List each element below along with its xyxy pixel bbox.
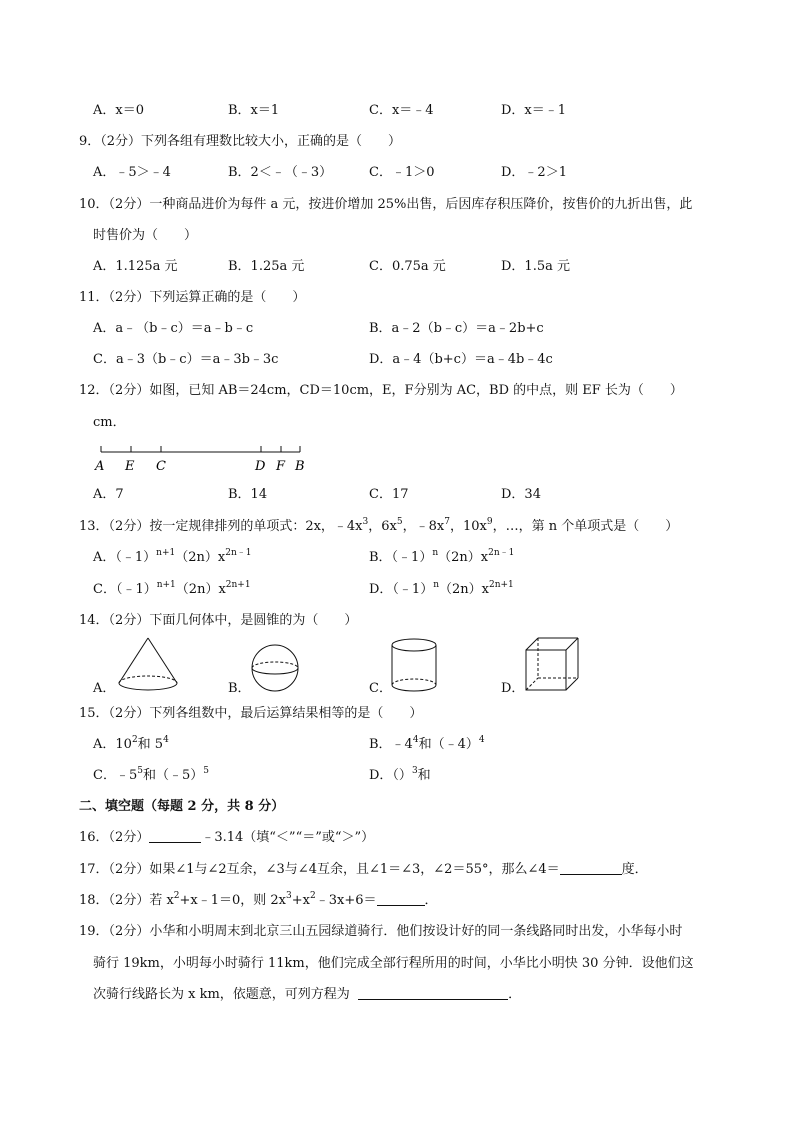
- q13-option-c: C．$(﹣1)^{n+1}(2n)x^{2n+1}$: [93, 580, 251, 597]
- label-f: F: [276, 459, 286, 474]
- q11-stem: 11．（2分）下列运算正确的是（ ）: [79, 290, 306, 305]
- q10-option-c: C．0.75a 元: [369, 259, 446, 274]
- q13-option-b: B．$(﹣1)^n(2n)x^{2n﹣1}$: [369, 548, 515, 565]
- q18-answer-blank[interactable]: [377, 893, 425, 906]
- segment-figure: [93, 440, 313, 474]
- label-c: C: [156, 459, 166, 474]
- label-e: E: [125, 459, 135, 474]
- q15-option-c: C．$﹣5^5$和（﹣5）$^5$: [93, 766, 209, 783]
- q9-option-d: D．﹣2＞1: [501, 165, 567, 180]
- q14-option-a: A．: [93, 681, 116, 696]
- q19-answer-blank[interactable]: [358, 987, 508, 1000]
- q11-option-d: D．a﹣4（b+c）＝a﹣4b﹣4c: [369, 352, 553, 367]
- q10-option-b: B．1.25a 元: [228, 259, 305, 274]
- q8-option-b: B．x＝1: [228, 103, 280, 118]
- q9-option-c: C．﹣1＞0: [369, 165, 435, 180]
- q8-option-c: C．x＝﹣4: [369, 103, 434, 118]
- q15-option-d: D．（）$^3$和: [369, 766, 431, 783]
- q18-stem: 18．（2分）若 $x^2+x﹣1=0$，则 $2x^3+x^2﹣3x+6=$ ．: [79, 891, 438, 908]
- cube-icon: [523, 636, 581, 694]
- label-d: D: [255, 459, 266, 474]
- q16-stem: 16．（2分） ﹣3.14（填“＜”“＝”或“＞”）: [79, 830, 375, 845]
- q19-stem-line2: 骑行 19km，小明每小时骑行 11km，他们完成全部行程所用的时间，小华比小明快 30 分钟．设他们这: [93, 956, 694, 971]
- q8-option-d: D．x＝﹣1: [501, 103, 567, 118]
- q8-option-a: A．x＝0: [93, 103, 144, 118]
- q13-option-a: A．$(﹣1)^{n+1}(2n)x^{2n﹣1}$: [93, 548, 252, 565]
- cylinder-icon: [389, 637, 439, 697]
- q12-option-c: C．17: [369, 487, 409, 502]
- q11-option-a: A．a﹣（b﹣c）＝a﹣b﹣c: [93, 321, 254, 336]
- q14-option-b: B．: [228, 681, 251, 696]
- q12-stem-line2: cm．: [93, 415, 126, 430]
- q13-stem: 13．（2分）按一定规律排列的单项式：2x，$﹣4x^3$，$6x^5$，$﹣8x^7$，$10x^9$，…，第 n 个单项式是（ ）: [79, 517, 679, 534]
- q15-option-b: B．$﹣4^4$和（﹣4）$^4$: [369, 735, 485, 752]
- q12-option-a: A．7: [93, 487, 124, 502]
- q14-stem: 14．（2分）下面几何体中，是圆锥的为（ ）: [79, 613, 358, 628]
- cone-icon: [115, 636, 181, 694]
- q11-option-c: C．a﹣3（b﹣c）＝a﹣3b﹣3c: [93, 352, 279, 367]
- q16-answer-blank[interactable]: [149, 830, 201, 843]
- q11-option-b: B．a﹣2（b﹣c）＝a﹣2b+c: [369, 321, 544, 336]
- q19-stem-line3: 次骑行线路长为 x km，依题意，可列方程为 ．: [93, 987, 522, 1002]
- q9-stem: 9．（2分）下列各组有理数比较大小，正确的是（ ）: [79, 134, 402, 149]
- sphere-icon: [250, 643, 300, 695]
- q9-option-b: B．2＜﹣（﹣3）: [228, 165, 333, 180]
- q12-option-d: D．34: [501, 487, 541, 502]
- q19-stem-line1: 19．（2分）小华和小明周末到北京三山五园绿道骑行．他们按设计好的同一条线路同时出发，小华每小时: [79, 924, 683, 939]
- q13-option-d: D．$(﹣1)^n(2n)x^{2n+1}$: [369, 580, 514, 597]
- q10-option-d: D．1.5a 元: [501, 259, 570, 274]
- label-a: A: [95, 459, 105, 474]
- q10-stem-line1: 10．（2分）一种商品进价为每件 a 元，按进价增加 25%出售，后因库存积压降价，按售价的九折出售，此: [79, 197, 693, 212]
- q10-option-a: A．1.125a 元: [93, 259, 178, 274]
- q14-option-d: D．: [501, 681, 525, 696]
- label-b: B: [295, 459, 305, 474]
- q17-answer-blank[interactable]: [560, 862, 622, 875]
- q10-stem-line2: 时售价为（ ）: [93, 228, 198, 243]
- q15-stem: 15．（2分）下列各组数中，最后运算结果相等的是（ ）: [79, 706, 423, 721]
- q14-option-c: C．: [369, 681, 392, 696]
- q12-option-b: B．14: [228, 487, 268, 502]
- q17-stem: 17．（2分）如果∠1与∠2互余，∠3与∠4互余，且∠1＝∠3，∠2＝55°，那么∠4＝ 度．: [79, 862, 648, 877]
- section-title-fill-in: 二、填空题（每题 2 分，共 8 分）: [79, 799, 285, 814]
- q12-stem-line1: 12．（2分）如图，已知 AB＝24cm，CD＝10cm，E，F分别为 AC，BD 的中点，则 EF 长为（ ）: [79, 383, 683, 398]
- q9-option-a: A．﹣5＞﹣4: [93, 165, 171, 180]
- q15-option-a: A．$10^2$和 $5^4$: [93, 735, 169, 752]
